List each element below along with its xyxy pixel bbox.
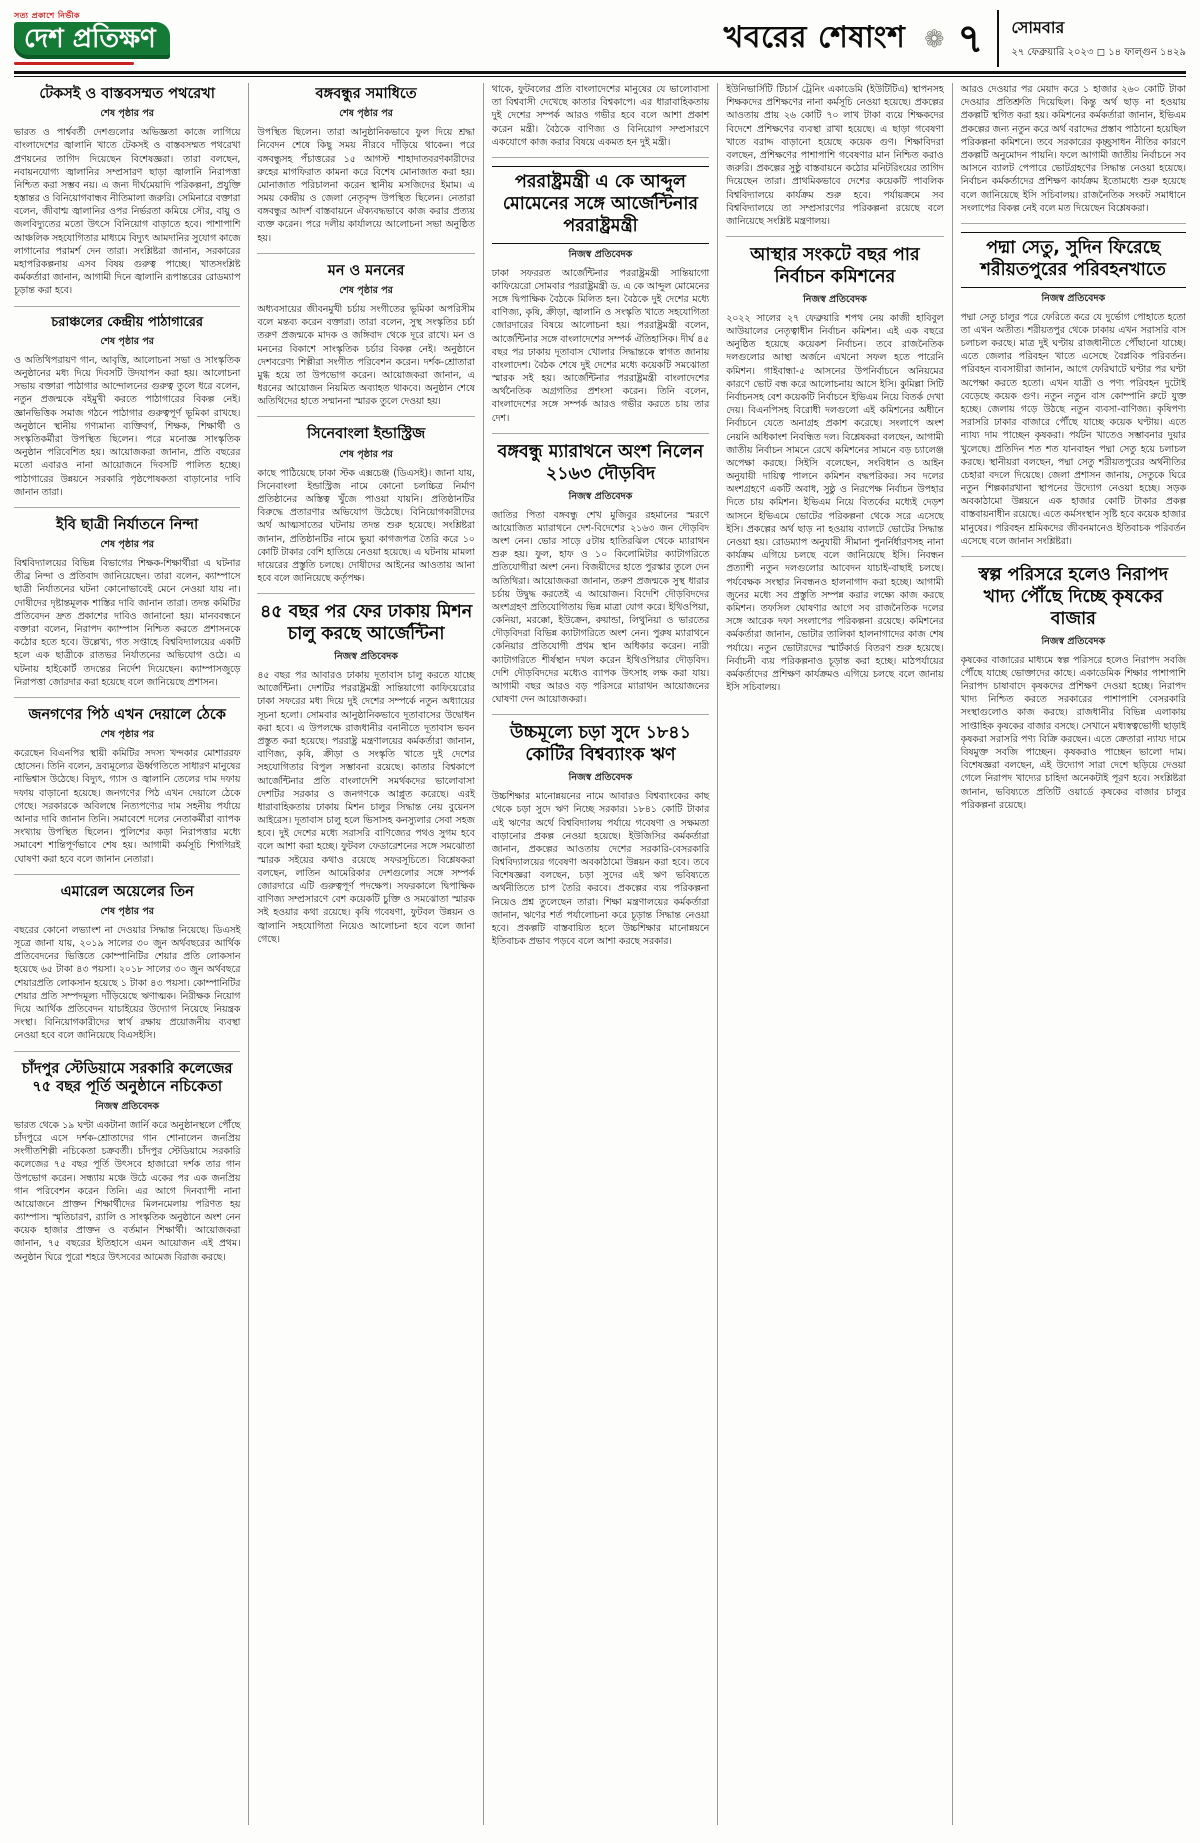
article: [492, 83, 709, 157]
article: [726, 236, 943, 702]
article-byline: শেষ পৃষ্ঠার পর: [339, 108, 393, 120]
date-block: [1011, 15, 1186, 62]
article-headline: ৪৫ বছর পর ফের ঢাকায় মিশন চালু করছে আর্জেন্টিনা: [259, 602, 473, 645]
article-body: ২০২২ সালের ২৭ ফেব্রুয়ারি শপথ নেয় কাজী হাবিবুল আউয়ালের নেতৃত্বাধীন নির্বাচন কমিশন। এই এক বছরে অনুষ্ঠিত হয়েছে কয়েকশ নির্বাচন। তবে রাজনৈতিক দলগুলোর আস্থা অর্জনে এখনো সফল হতে পারেনি কমিশন। গাইবান্ধা-৫ আসনের উপনির্বাচনে অনিয়মের কারণে ভোট বন্ধ করে আলোচনায় আসে ইসি। কুমিল্লা সিটি নির্বাচনসহ বেশ কয়েকটি নির্বাচনে ইভিএম নিয়ে বিতর্ক দেখা দেয়। বিএনপিসহ বিরোধী দলগুলো এই কমিশনের অধীনে নির্বাচনে যেতে অনাগ্রহ প্রকাশ করেছে। সংলাপে অংশ নেয়নি অধিকাংশ নিবন্ধিত দল। বিশ্লেষকরা বলছেন, আগামী জাতীয় নির্বাচন সামনে রেখে কমিশনের সামনে বড় চ্যালেঞ্জ অপেক্ষা করছে। সিইসি বলেছেন, সংবিধান ও আইন অনুযায়ী দায়িত্ব পালনে কমিশন বদ্ধপরিকর। সব দলের অংশগ্রহণে একটি অবাধ, সুষ্ঠু ও নিরপেক্ষ নির্বাচন উপহার দিতে চায় কমিশন। ইভিএম নিয়ে বিতর্কের মধ্যেই দেড়শ আসনে ইভিএমে ভোটের পরিকল্পনা থেকে সরে এসেছে ইসি। প্রকল্পের অর্থ ছাড় না হওয়ায় ব্যালটে ভোটের সিদ্ধান্ত নেওয়া হয়। রোডম্যাপ অনুযায়ী সীমানা পুনর্নির্ধারণসহ নানা কার্যক্রম এগিয়ে চলছে বলে জানিয়েছে ইসি। নিবন্ধন প্রত্যাশী নতুন দলগুলোর আবেদন যাচাই-বাছাই চলছে। পর্যবেক্ষক সংস্থার নিবন্ধনও হালনাগাদ করা হচ্ছে। আগামী জুনের মধ্যে সব প্রস্তুতি সম্পন্ন করার লক্ষ্যে কাজ করছে কমিশন। তফসিল ঘোষণার আগে সব রাজনৈতিক দলের সঙ্গে আরেক দফা সংলাপের পরিকল্পনা রয়েছে। কমিশনের কর্মকর্তারা জানান, ভোটার তালিকা হালনাগাদের কাজ শেষ পর্যায়ে। নতুন ভোটারদের স্মার্টকার্ড বিতরণ শুরু হয়েছে। নির্বাচনী ব্যয় পরিকল্পনাও চূড়ান্ত করা হচ্ছে। মাঠপর্যায়ের কর্মকর্তাদের প্রশিক্ষণ কার্যক্রমও এগিয়ে চলছে বলে জানায় ইসি সচিবালয়।: [726, 312, 944, 694]
article-body: করেছেন বিএনপির স্থায়ী কমিটির সদস্য খন্দকার মোশাররফ হোসেন। তিনি বলেন, দ্রব্যমূল্যের ঊর্ধ্বগতিতে সাধারণ মানুষের নাভিশ্বাস উঠেছে। বিদ্যুৎ, গ্যাস ও জ্বালানি তেলের দাম দফায় দফায় বাড়ানো হয়েছে। জনগণের পিঠ এখন দেয়ালে ঠেকে গেছে। সরকারকে অবিলম্বে নিত্যপণ্যের দাম সহনীয় পর্যায়ে আনার দাবি জানান তিনি। সমাবেশে দলের নেতাকর্মীরা ব্যাপক সংখ্যায় উপস্থিত ছিলেন। পুলিশের কড়া নিরাপত্তার মধ্যে সমাবেশ শান্তিপূর্ণভাবে শেষ হয়। আগামী কর্মসূচি শিগগিরই ঘোষণা করা হবে বলে জানান নেতারা।: [14, 748, 241, 865]
article-byline: নিজস্ব প্রতিবেদক: [334, 651, 398, 662]
article: [257, 85, 474, 253]
article-headline: ইবি ছাত্রী নির্যাতনে নিন্দা: [56, 516, 199, 533]
article-headline: এমারেল অয়েলের তিন: [60, 883, 194, 900]
article-body: উচ্চশিক্ষার মানোন্নয়নের নামে আবারও বিশ্বব্যাংকের কাছ থেকে চড়া সুদে ঋণ নিচ্ছে সরকার। ১৮৪১ কোটি টাকার এই ঋণের অর্থে বিশ্ববিদ্যালয় পর্যায়ে গবেষণা ও সক্ষমতা বাড়ানোর প্রকল্প নেওয়া হয়েছে। ইউজিসির কর্মকর্তারা জানান, প্রকল্পের আওতায় দেশের সরকারি-বেসরকারি বিশ্ববিদ্যালয়ের গবেষণা অবকাঠামো উন্নয়ন করা হবে। তবে বিশেষজ্ঞরা বলছেন, চড়া সুদের এই ঋণ ভবিষ্যতে অর্থনীতিতে চাপ তৈরি করবে। প্রকল্পের ব্যয় পরিকল্পনা নিয়েও প্রশ্ন তুলেছেন তারা। শিক্ষা মন্ত্রণালয়ের কর্মকর্তারা জানান, ঋণের শর্ত পর্যালোচনা করে চূড়ান্ত সিদ্ধান্ত নেওয়া হবে। প্রকল্পটি বাস্তবায়িত হলে উচ্চশিক্ষার মানোন্নয়নে ইতিবাচক প্রভাব পড়বে বলে আশা করছে সরকার।: [491, 791, 710, 948]
article-body: পদ্মা সেতু চালুর পরে ফেরিতে করে যে দুর্ভোগ পোহাতে হতো তা এখন অতীত। শরীয়তপুর থেকে ঢাকায় এখন সরাসরি বাস চলাচল করছে। মাত্র দুই ঘণ্টায় রাজধানীতে পৌঁছানো যাচ্ছে। এতে জেলার পরিবহন খাতে এসেছে বৈপ্লবিক পরিবর্তন। পরিবহন ব্যবসায়ীরা জানান, আগে ফেরিঘাটে ঘণ্টার পর ঘণ্টা অপেক্ষা করতে হতো। এখন যাত্রী ও পণ্য পরিবহন দুটোই বেড়েছে কয়েক গুণ। নতুন নতুন বাস কোম্পানি রুটে যুক্ত হচ্ছে। জেলায় গড়ে উঠছে নতুন ব্যবসা-বাণিজ্য। কৃষিপণ্য সরাসরি ঢাকার বাজারে পৌঁছে যাচ্ছে কয়েক ঘণ্টায়। এতে ন্যায্য দাম পাচ্ছেন কৃষকরা। পর্যটন খাতেও সম্ভাবনার দুয়ার খুলেছে। প্রতিদিন শত শত যানবাহন পদ্মা সেতু হয়ে চলাচল করছে। স্থানীয়রা বলছেন, পদ্মা সেতু শরীয়তপুরের অর্থনীতির চেহারা বদলে দিয়েছে। জেলা প্রশাসন জানায়, সেতুকে ঘিরে নতুন শিল্পকারখানা স্থাপনের উদ্যোগ নেওয়া হচ্ছে। সড়ক অবকাঠামো উন্নয়নে এক হাজার কোটি টাকার প্রকল্প বাস্তবায়নাধীন রয়েছে। এতে কর্মসংস্থান সৃষ্টি হবে কয়েক হাজার মানুষের। পরিবহন শ্রমিকদের জীবনমানেও ইতিবাচক পরিবর্তন এসেছে বলে জানান সংশ্লিষ্টরা।: [960, 311, 1186, 547]
article-body: অধ্যবসায়ের জীবনমুখী চর্চায় সংগীতের ভূমিকা অপরিসীম বলে মন্তব্য করেন বক্তারা। তারা বলেন, সুস্থ সংস্কৃতির চর্চা তরুণ প্রজন্মকে মাদক ও জঙ্গিবাদ থেকে দূরে রাখে। মন ও মননের বিকাশে সাংস্কৃতিক চর্চার বিকল্প নেই। অনুষ্ঠানে দেশবরেণ্য শিল্পীরা সংগীত পরিবেশন করেন। দর্শক-শ্রোতারা মুগ্ধ হয়ে তা উপভোগ করেন। আয়োজকরা জানান, এ ধরনের আয়োজন নিয়মিত অব্যাহত থাকবে। অনুষ্ঠান শেষে অতিথিদের হাতে সম্মাননা স্মারক তুলে দেওয়া হয়।: [257, 303, 475, 408]
page-number: ৭: [957, 15, 984, 62]
article-body: থাকে, ফুটবলের প্রতি বাংলাদেশের মানুষের যে ভালোবাসা তা বিশ্ববাসী দেখেছে কাতার বিশ্বকাপে। এর ধারাবাহিকতায় দুই দেশের সম্পর্ক আরও গভীর হবে বলে আশা প্রকাশ করেন মন্ত্রী। বৈঠকে বাণিজ্য ও বিনিয়োগ সম্প্রসারণে একযোগে কাজ করার বিষয়ে একমত হন দুই মন্ত্রী।: [491, 84, 710, 148]
article-body: ৪৫ বছর পর আবারও ঢাকায় দূতাবাস চালু করতে যাচ্ছে আর্জেন্টিনা। দেশটির পররাষ্ট্রমন্ত্রী সান্তিয়াগো কাফিয়েরোর ঢাকা সফরের মধ্য দিয়ে দুই দেশের সম্পর্কে নতুন অধ্যায়ের সূচনা হলো। সোমবার আনুষ্ঠানিকভাবে দূতাবাসের উদ্বোধন করা হবে। এ উপলক্ষে রাজধানীর বনানীতে দূতাবাস ভবন প্রস্তুত করা হয়েছে। পররাষ্ট্র মন্ত্রণালয়ের কর্মকর্তারা জানান, বাণিজ্য, কৃষি, ক্রীড়া ও সংস্কৃতি খাতে দুই দেশের সহযোগিতার বিপুল সম্ভাবনা রয়েছে। কাতার বিশ্বকাপে আর্জেন্টিনার প্রতি বাংলাদেশি সমর্থকদের ভালোবাসা দেশটির সরকার ও জনগণকে আপ্লুত করেছে। এরই ধারাবাহিকতায় ঢাকায় মিশন চালুর সিদ্ধান্ত নেয় বুয়েনস আইরেস। দূতাবাস চালু হলে ভিসাসহ কনস্যুলার সেবা সহজ হবে। দুই দেশের মধ্যে সরাসরি বাণিজ্যের পথও সুগম হবে বলে আশা করা হচ্ছে। ফুটবল ফেডারেশনের সঙ্গে সমঝোতা স্মারক সইয়ের কথাও রয়েছে সফরসূচিতে। বিশ্লেষকরা বলছেন, লাতিন আমেরিকার দেশগুলোর সঙ্গে সম্পর্ক জোরদারে এটি গুরুত্বপূর্ণ পদক্ষেপ। সফরকালে দ্বিপাক্ষিক বাণিজ্য সম্প্রসারণে বেশ কয়েকটি চুক্তি ও সমঝোতা স্মারক সই হওয়ার কথা রয়েছে। কৃষি গবেষণা, ফুটবল উন্নয়ন ও জ্বালানি সহযোগিতা নিয়েও আলোচনা হবে বলে জানা গেছে।: [257, 670, 475, 945]
article: [257, 253, 474, 417]
article-byline: শেষ পৃষ্ঠার পর: [100, 729, 154, 740]
article-byline: নিজস্ব প্রতিবেদক: [568, 248, 633, 260]
weekday-label: সোমবার: [1011, 18, 1065, 37]
date-line: ২৭ ফেব্রুয়ারি ২০২৩ ◻ ১৪ ফাল্গুন ১৪২৯: [1011, 47, 1186, 58]
article-headline: চরাঞ্চলের কেন্দ্রীয় পাঠাগারের: [51, 314, 204, 330]
newspaper-logo: [14, 12, 170, 66]
article-body: বছরের কোনো লভ্যাংশ না দেওয়ার সিদ্ধান্ত নিয়েছে। ডিএসই সূত্রে জানা যায়, ২০১৯ সালের ৩০ জুন অর্থবছরের আর্থিক প্রতিবেদনের ভিত্তিতে কোম্পানিটির শেয়ার প্রতি লোকসান হয়েছে ৬৫ টাকা ৪৩ পয়সা। ২০১৮ সালের ৩০ জুন অর্থবছরে শেয়ারপ্রতি লোকসান হয়েছে ১ টাকা ৪৩ পয়সা। কোম্পানিটির শেয়ার প্রতি সম্পদমূল্য দাঁড়িয়েছে ঋণাত্মক। নিরীক্ষক নিয়োগ দিয়ে আর্থিক প্রতিবেদন যাচাইয়ের উদ্যোগ নিয়েছে নিয়ন্ত্রক সংস্থা। বিনিয়োগকারীদের স্বার্থ রক্ষায় প্রয়োজনীয় ব্যবস্থা নেওয়া হবে বলে জানিয়েছে বিএসইসি।: [14, 924, 241, 1042]
article-byline: শেষ পৃষ্ঠার পর: [339, 448, 393, 460]
article-body: আরও দেওয়ার পর মেয়াদ করে ১ হাজার ২৬০ কোটি টাকা দেওয়ার প্রতিশ্রুতি দিয়েছিল। কিন্তু অর্থ ছাড় না হওয়ায় প্রকল্পটি স্থগিত করা হয়। কমিশনের কর্মকর্তারা জানান, ইভিএম প্রকল্পের জন্য নতুন করে অর্থ বরাদ্দের প্রস্তাব পাঠানো হয়েছিল পরিকল্পনা কমিশনে। তবে সরকারের কৃচ্ছ্রসাধন নীতির কারণে প্রকল্পটি অনুমোদন পায়নি। ফলে আগামী জাতীয় নির্বাচনে সব আসনে ব্যালট পেপারে ভোটগ্রহণের সিদ্ধান্ত নেওয়া হয়েছে। নির্বাচন কর্মকর্তাদের প্রশিক্ষণ কার্যক্রম ইতোমধ্যে শুরু হয়েছে বলে জানিয়েছে ইসি সচিবালয়। রাজনৈতিক সংকট সমাধানে সংলাপের বিকল্প নেই বলে মত দিয়েছেন বিশ্লেষকরা।: [960, 84, 1186, 214]
article-body: উপস্থিত ছিলেন। তারা আনুষ্ঠানিকভাবে ফুল দিয়ে শ্রদ্ধা নিবেদন শেষে কিছু সময় নীরবে দাঁড়িয়ে থাকেন। পরে বঙ্গবন্ধুসহ পঁচাত্তরের ১৫ আগস্ট শাহাদাতবরণকারীদের রুহের মাগফিরাত কামনা করে বিশেষ মোনাজাত করা হয়। মোনাজাত পরিচালনা করেন স্থানীয় মসজিদের ইমাম। এ সময় কেন্দ্রীয় ও জেলা নেতৃবৃন্দ উপস্থিত ছিলেন। নেতারা বঙ্গবন্ধুর আদর্শ বাস্তবায়নে ঐক্যবদ্ধভাবে কাজ করার প্রত্যয় ব্যক্ত করেন। পরে দলীয় কার্যালয়ে আলোচনা সভা অনুষ্ঠিত হয়।: [257, 127, 475, 244]
logo-swoosh: [14, 62, 134, 65]
article-byline: শেষ পৃষ্ঠার পর: [100, 905, 154, 917]
article: [14, 85, 240, 306]
article-headline: টেকসই ও বাস্তবসম্মত পথরেখা: [39, 86, 215, 102]
article: [14, 874, 240, 1051]
article: [14, 507, 240, 697]
news-column-3: [483, 83, 717, 1825]
article: [14, 1051, 240, 1272]
news-column-1: [14, 83, 248, 1825]
article-columns: [14, 83, 1186, 1825]
article: [492, 157, 709, 433]
article: [14, 697, 240, 874]
article-headline: উচ্চমূল্যে চড়া সুদে ১৮৪১ কোটির বিশ্বব্যাংক ঋণ: [509, 723, 692, 766]
article-byline: নিজস্ব প্রতিবেদক: [568, 490, 633, 502]
news-column-5: [952, 83, 1186, 1825]
article-body: জাতির পিতা বঙ্গবন্ধু শেখ মুজিবুর রহমানের স্মরণে আয়োজিত ম্যারাথনে দেশ-বিদেশের ২১৬৩ জন দৌড়বিদ অংশ নেন। ভোর সাড়ে ৫টায় হাতিরঝিল থেকে ম্যারাথন শুরু হয়। ফুল, হাফ ও ১০ কিলোমিটার ক্যাটাগরিতে প্রতিযোগীরা অংশ নেন। বিজয়ীদের হাতে পুরস্কার তুলে দেন অতিথিরা। আয়োজকরা জানান, তরুণ প্রজন্মকে সুস্থ ধারার চর্চায় উদ্বুদ্ধ করতেই এ আয়োজন। বিদেশি দৌড়বিদদের অংশগ্রহণ প্রতিযোগিতায় ভিন্ন মাত্রা যোগ করে। ইথিওপিয়া, কেনিয়া, মরক্কো, ইউক্রেন, রুয়ান্ডা, লিথুনিয়া ও ভারতের দৌড়বিদরা বিভিন্ন ক্যাটাগরিতে অংশ নেন। পুরুষ ম্যারাথনে কেনিয়ার প্রতিযোগী প্রথম স্থান অধিকার করেন। নারী ক্যাটাগরিতে শীর্ষস্থান দখল করেন ইথিওপিয়ার দৌড়বিদ। দেশি দৌড়বিদদের মধ্যেও ব্যাপক উৎসাহ লক্ষ করা যায়। আগামী বছর আরও বড় পরিসরে ম্যারাথন আয়োজনের ঘোষণা দেন আয়োজকরা।: [491, 509, 710, 706]
news-column-2: [248, 83, 482, 1825]
article-headline: জনগণের পিঠ এখন দেয়ালে ঠেকে: [28, 706, 226, 723]
article: [961, 223, 1186, 556]
article-body: ও অতিথিপরায়ণ গান, আবৃত্তি, আলোচনা সভা ও সাংস্কৃতিক অনুষ্ঠানের মধ্য দিয়ে দিবসটি উদযাপন করা হয়। আলোচনা সভায় বক্তারা পাঠাগার আন্দোলনের গুরুত্ব তুলে ধরে বলেন, নতুন প্রজন্মকে বইমুখী করতে পাঠাগারের বিকল্প নেই। জ্ঞানভিত্তিক সমাজ গঠনে পাঠাগার গুরুত্বপূর্ণ ভূমিকা রাখছে। অনুষ্ঠানে স্থানীয় গণ্যমান্য ব্যক্তিবর্গ, শিক্ষক, শিক্ষার্থী ও সংস্কৃতিকর্মীরা উপস্থিত ছিলেন। পরে মনোজ্ঞ সাংস্কৃতিক অনুষ্ঠান পরিবেশিত হয়। আয়োজকরা জানান, প্রতি বছরের মতো এবারও নানা আয়োজনে দিবসটি পালিত হচ্ছে। পাঠাগারের উন্নয়নে সরকারি পৃষ্ঠপোষকতা বাড়ানোর দাবি জানান তারা।: [14, 354, 241, 498]
article-byline: শেষ পৃষ্ঠার পর: [339, 284, 393, 296]
article-body: কৃষকের বাজারের মাধ্যমে স্বল্প পরিসরে হলেও নিরাপদ সবজি পৌঁছে যাচ্ছে ভোক্তাদের কাছে। একাডেমিক শিক্ষার পাশাপাশি নিরাপদ চাষাবাদে কৃষকদের প্রশিক্ষণ দেওয়া হচ্ছে। নিরাপদ খাদ্য নিশ্চিত করতে সরকারের পাশাপাশি বেসরকারি সংস্থাগুলোও কাজ করছে। রাজধানীর বিভিন্ন এলাকায় সাপ্তাহিক কৃষকের বাজার বসছে। সেখানে মধ্যস্বত্বভোগী ছাড়াই কৃষকরা সরাসরি পণ্য বিক্রি করছেন। এতে ক্রেতারা ন্যায্য দামে বিষমুক্ত সবজি পাচ্ছেন। কৃষকরাও পাচ্ছেন ভালো দাম। বিশেষজ্ঞরা বলছেন, এই উদ্যোগ সারা দেশে ছড়িয়ে দেওয়া গেলে নিরাপদ খাদ্যের চাহিদা অনেকটাই পূরণ হবে। সংশ্লিষ্টরা জানান, ভবিষ্যতে প্রতিটি ওয়ার্ডে কৃষকের বাজার চালুর পরিকল্পনা রয়েছে।: [960, 654, 1186, 811]
article-headline: পদ্মা সেতু, সুদিন ফিরেছে শরীয়তপুরের পরিবহনখাতে: [961, 232, 1186, 288]
article-body: ইউনিভার্সিটি টিচার্স ট্রেনিং একাডেমি (ইউটিটিএ) স্থাপনসহ শিক্ষকদের প্রশিক্ষণের নানা কর্মসূচি নেওয়া হয়েছে। প্রকল্পের আওতায় প্রায় ২৬ কোটি ৭০ লাখ টাকা ব্যয়ে শিক্ষকদের বিদেশে প্রশিক্ষণের ব্যবস্থা রাখা হয়েছে। এ ছাড়া গবেষণা খাতে বরাদ্দ বাড়ানো হয়েছে কয়েক গুণ। শিক্ষাবিদরা বলছেন, প্রশিক্ষণের পাশাপাশি গবেষণার মান নিশ্চিত করাও জরুরি। প্রকল্পের সুষ্ঠু বাস্তবায়নে কঠোর মনিটরিংয়ের তাগিদ দিয়েছেন তারা। প্রাথমিকভাবে দেশের কয়েকটি পাবলিক বিশ্ববিদ্যালয়ে কার্যক্রম শুরু হবে। পর্যায়ক্রমে সব বিশ্ববিদ্যালয়ে তা সম্প্রসারণের পরিকল্পনা রয়েছে বলে জানিয়েছে সংশ্লিষ্ট মন্ত্রণালয়।: [726, 84, 944, 227]
logo-tagline: সত্য প্রকাশে নির্ভীক: [14, 10, 80, 20]
article: [961, 556, 1186, 820]
article-byline: নিজস্ব প্রতিবেদক: [803, 293, 867, 305]
article-headline: বঙ্গবন্ধুর সমাধিতে: [315, 86, 417, 102]
article: [726, 83, 943, 236]
article-byline: নিজস্ব প্রতিবেদক: [1041, 635, 1106, 647]
article-byline: নিজস্ব প্রতিবেদক: [1041, 292, 1106, 304]
article-byline: নিজস্ব প্রতিবেদক: [95, 1100, 160, 1112]
article: [492, 714, 709, 956]
article-body: কাছে পাঠিয়েছে ঢাকা স্টক এক্সচেঞ্জ (ডিএসই)। জানা যায়, সিনেবাংলা ইন্ডাস্ট্রিজ নামে কোনো চলচ্চিত্র নির্মাণ প্রতিষ্ঠানের অস্তিত্ব খুঁজে পাওয়া যায়নি। প্রতিষ্ঠানটির বিরুদ্ধে প্রতারণার অভিযোগ উঠেছে। বিনিয়োগকারীদের অর্থ আত্মসাতের ঘটনায় তদন্ত শুরু হয়েছে। সংশ্লিষ্টরা জানান, প্রতিষ্ঠানটির নামে ভুয়া কাগজপত্র তৈরি করে ১০ কোটি টাকার বেশি হাতিয়ে নেওয়া হয়েছে। এ ঘটনায় মামলা দায়েরের প্রস্তুতি চলছে। দোষীদের আইনের আওতায় আনা হবে বলে জানিয়েছে কর্তৃপক্ষ।: [257, 467, 475, 585]
article-headline: আস্থার সংকটে বছর পার নির্বাচন কমিশনের: [750, 245, 920, 287]
article-byline: শেষ পৃষ্ঠার পর: [100, 335, 154, 347]
article: [257, 593, 474, 954]
article: [961, 83, 1186, 223]
article-headline: পররাষ্ট্রমন্ত্রী এ কে আব্দুল মোমেনের সঙ্গে আর্জেন্টিনার পররাষ্ট্রমন্ত্রী: [492, 166, 709, 244]
article-byline: শেষ পৃষ্ঠার পর: [100, 539, 154, 550]
logo-title: দেশ প্রতিক্ষণ: [14, 22, 170, 59]
header-rule: [14, 76, 1186, 77]
article-headline: চাঁদপুর স্টেডিয়ামে সরকারি কলেজের ৭৫ বছর পূর্তি অনুষ্ঠানে নচিকেতা: [21, 1060, 233, 1095]
article-body: ভারত ও পার্শ্ববর্তী দেশগুলোর অভিজ্ঞতা কাজে লাগিয়ে বাংলাদেশের জ্বালানি খাতে টেকসই ও বাস্তবসম্মত পথরেখা প্রণয়নের তাগিদ দিয়েছেন বিশেষজ্ঞরা। তারা বলছেন, নবায়নযোগ্য জ্বালানির সম্প্রসারণ ছাড়া জ্বালানি নিরাপত্তা নিশ্চিত করা সম্ভব নয়। এ জন্য দীর্ঘমেয়াদি পরিকল্পনা, প্রযুক্তি হস্তান্তর ও বিনিয়োগবান্ধব নীতিমালা জরুরি। সেমিনারে বক্তারা বলেন, জীবাশ্ম জ্বালানির ওপর নির্ভরতা কমিয়ে সৌর, বায়ু ও জলবিদ্যুতের মতো উৎসে বিনিয়োগ বাড়াতে হবে। পাশাপাশি আঞ্চলিক সহযোগিতার মাধ্যমে বিদ্যুৎ আমদানির সুযোগ কাজে লাগানোর পরামর্শ দেন তারা। সংশ্লিষ্টরা জানান, সরকারের মহাপরিকল্পনায় এসব বিষয় গুরুত্ব পাচ্ছে। খাতসংশ্লিষ্ট কর্মকর্তারা জানান, আগামী দিনে জ্বালানি রূপান্তরের রোডম্যাপ চূড়ান্ত করা হবে।: [14, 127, 241, 297]
article-body: ভারত থেকে ১৯ ঘণ্টা একটানা জার্নি করে অনুষ্ঠানস্থলে পৌঁছে চাঁদপুরে এসে দর্শক-শ্রোতাদের গান শোনালেন জনপ্রিয় সংগীতশিল্পী নচিকেতা চক্রবর্তী। চাঁদপুর স্টেডিয়ামে সরকারি কলেজের ৭৫ বছর পূর্তি উৎসবে হাজারো দর্শক তার গান উপভোগ করেন। সন্ধ্যায় মঞ্চে উঠে একের পর এক জনপ্রিয় গান পরিবেশন করেন তিনি। এর আগে দিনব্যাপী নানা আয়োজনে প্রাক্তন শিক্ষার্থীদের মিলনমেলায় পরিণত হয় ক্যাম্পাস। স্মৃতিচারণ, র‍্যালি ও সাংস্কৃতিক অনুষ্ঠানে অংশ নেন কয়েক হাজার প্রাক্তন ও বর্তমান শিক্ষার্থী। আয়োজকরা জানান, ৭৫ বছরের ইতিহাসে এমন আয়োজন এই প্রথম। অনুষ্ঠান ঘিরে পুরো শহরে উৎসবের আমেজ বিরাজ করছে।: [14, 1119, 241, 1263]
article-body: ঢাকা সফররত আর্জেন্টিনার পররাষ্ট্রমন্ত্রী সান্তিয়াগো কাফিয়েরো সোমবার পররাষ্ট্রমন্ত্রী ড. এ কে আব্দুল মোমেনের সঙ্গে দ্বিপাক্ষিক বৈঠকে মিলিত হন। বৈঠকে দুই দেশের মধ্যে বাণিজ্য, কৃষি, ক্রীড়া, জ্বালানি ও সংস্কৃতি খাতে সহযোগিতা জোরদারের বিষয়ে আলোচনা হয়। পররাষ্ট্রমন্ত্রী বলেন, আর্জেন্টিনার সঙ্গে বাংলাদেশের সম্পর্ক ঐতিহাসিক। দীর্ঘ ৪৫ বছর পর ঢাকায় দূতাবাস খোলার সিদ্ধান্তকে স্বাগত জানায় বাংলাদেশ। বৈঠক শেষে দুই দেশের মধ্যে কয়েকটি সমঝোতা স্মারক সই হয়। আর্জেন্টিনার পররাষ্ট্রমন্ত্রী বাংলাদেশের অর্থনৈতিক অগ্রগতির প্রশংসা করেন। তিনি বলেন, বাংলাদেশের সঙ্গে সম্পর্ক আরও গভীর করতে চায় তার দেশ।: [491, 267, 710, 424]
article-byline: নিজস্ব প্রতিবেদক: [568, 772, 633, 784]
section-title: খবরের শেষাংশ: [723, 20, 906, 55]
article-body: বিশ্ববিদ্যালয়ের বিভিন্ন বিভাগের শিক্ষক-শিক্ষার্থীরা এ ঘটনার তীব্র নিন্দা ও প্রতিবাদ জানিয়েছেন। তারা বলেন, ক্যাম্পাসে ছাত্রী নির্যাতনের ঘটনা কোনোভাবেই মেনে নেওয়া যায় না। দোষীদের দৃষ্টান্তমূলক শাস্তির দাবি জানান তারা। তদন্ত কমিটির প্রতিবেদন দ্রুত প্রকাশের দাবিও জানানো হয়। মানববন্ধনে বক্তারা বলেন, নিরাপদ ক্যাম্পাস নিশ্চিত করতে প্রশাসনকে কঠোর হতে হবে। উল্লেখ্য, গত সপ্তাহে বিশ্ববিদ্যালয়ের একটি হলে এক ছাত্রীকে রাতভর নির্যাতনের অভিযোগ ওঠে। এ ঘটনায় হাইকোর্ট তদন্তের নির্দেশ দিয়েছেন। ক্যাম্পাসজুড়ে নিরাপত্তা জোরদার করা হয়েছে বলে জানিয়েছে প্রশাসন।: [14, 558, 241, 688]
article: [492, 433, 709, 715]
masthead: [14, 10, 1186, 74]
article-headline: স্বল্প পরিসরে হলেও নিরাপদ খাদ্য পৌঁছে দিচ্ছে কৃষকের বাজার: [978, 565, 1169, 629]
news-column-4: [717, 83, 951, 1825]
article-headline: মন ও মননের: [327, 262, 405, 279]
article-headline: সিনেবাংলা ইন্ডাস্ট্রিজ: [306, 426, 426, 443]
masthead-divider: [997, 10, 999, 67]
article: [14, 306, 240, 507]
flower-ornament-icon: ❁: [924, 24, 945, 53]
article-headline: বঙ্গবন্ধু ম্যারাথনে অংশ নিলেন ২১৬৩ দৌড়বিদ: [497, 441, 704, 484]
article-byline: শেষ পৃষ্ঠার পর: [100, 108, 154, 120]
article: [257, 416, 474, 593]
